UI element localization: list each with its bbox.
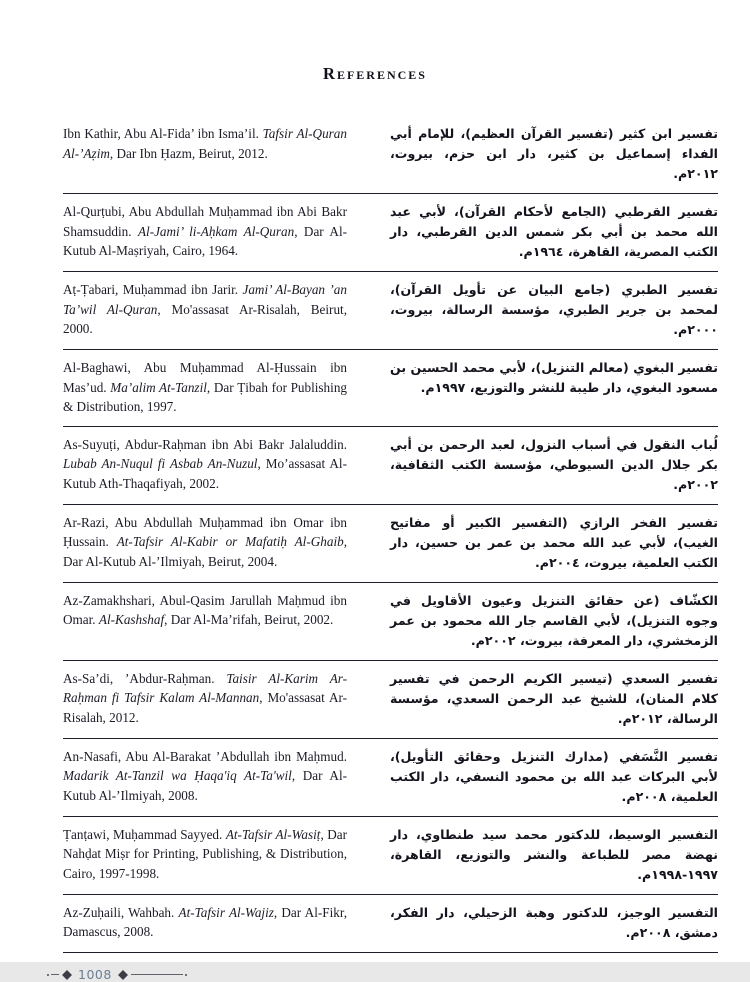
page-number: 1008 — [78, 966, 112, 982]
ornament-dot-icon — [47, 974, 49, 976]
reference-entry-english: Ibn Kathir, Abu Al-Fida’ ibn Isma’il. Tafsir Al-Quran Al-’Aẓim, Dar Ibn Ḥazm, Beirut, 2012. — [63, 126, 347, 161]
reference-entry-arabic: تفسير الفخر الرازي (التفسير الكبير أو مفاتيح الغيب)، لأبي عبد الله محمد بن عمر بن حسين، دار الكتب العلمية، بيروت، ٢٠٠٤م. — [390, 514, 718, 570]
page-title: References — [323, 64, 427, 83]
reference-entry-arabic: الكشّاف (عن حقائق التنزيل وعيون الأقاويل في وجوه التنزيل)، لأبي القاسم جار الله محمود بن عمر الزمخشري، دار المعرفة، بيروت، ٢٠٠٢م. — [390, 592, 718, 648]
page-number-footer — [47, 968, 750, 982]
reference-row — [63, 661, 718, 739]
reference-entry-english: Aṭ-Ṭabari, Muḥammad ibn Jarir. Jami’ Al-Bayan ’an Ta’wil Al-Quran, Mo'assasat Ar-Risalah, Beirut, 2000. — [63, 282, 347, 336]
reference-entry-english: Al-Baghawi, Abu Muḥammad Al-Ḥussain ibn Mas’ud. Ma’alim At-Tanzil, Dar Ṭibah for Publishing & Distribution, 1997. — [63, 360, 348, 414]
reference-row — [63, 116, 718, 194]
reference-row — [63, 583, 718, 661]
fleuron-icon — [119, 970, 127, 978]
reference-entry-english: An-Nasafi, Abu Al-Barakat ’Abdullah ibn Maḥmud. Madarik At-Tanzil wa Ḥaqa'iq At-Ta'wil, Dar Al-Kutub Al-’Ilmiyah, 2008. — [63, 748, 347, 803]
reference-entry-arabic: تفسير الطبري (جامع البيان عن تأويل القرآن)، لمحمد بن جرير الطبري، مؤسسة الرسالة، بيروت، ٢٠٠٠م. — [390, 282, 718, 337]
reference-entry-english: Ṭanṭawi, Muḥammad Sayyed. At-Tafsir Al-Wasiṭ, Dar Nahḍat Miṣr for Printing, Publishing, & Distribution, Cairo, 1997-1998. — [63, 826, 347, 881]
reference-row — [63, 272, 718, 350]
ornament-line-icon — [131, 974, 183, 975]
reference-entry-arabic: تفسير البغوي (معالم التنزيل)، لأبي محمد الحسين بن مسعود البغوي، دار طيبة للنشر والتوزيع، ١٩٩٧م. — [390, 360, 718, 395]
reference-entry-arabic: تفسير السعدي (تيسير الكريم الرحمن في تفسير كلام المنان)، للشيخ عبد الرحمن السعدي، مؤسسة الرسالة، ٢٠١٢م. — [390, 670, 718, 726]
reference-entry-english: Az-Zamakhshari, Abul-Qasim Jarullah Maḥmud ibn Omar. Al-Kashshaf, Dar Al-Ma’rifah, Beirut, 2002. — [63, 592, 347, 627]
reference-entry-arabic: التفسير الوسيط، للدكتور محمد سيد طنطاوي، دار نهضة مصر للطباعة والنشر والتوزيع، القاهرة، ١٩٩٧-١٩٩٨م. — [390, 826, 718, 882]
ornament-dot-icon — [185, 974, 187, 976]
reference-entry-english: Al-Qurṭubi, Abu Abdullah Muḥammad ibn Abi Bakr Shamsuddin. Al-Jami’ li-Aḥkam Al-Quran, Dar Al-Kutub Al-Maṣriyah, Cairo, 1964. — [63, 204, 347, 258]
reference-entry-arabic: لُباب النقول في أسباب النزول، لعبد الرحمن بن أبي بكر جلال الدين السيوطي، مؤسسة الكتب الثقافية، ٢٠٠٢م. — [390, 436, 718, 492]
reference-entry-english: Ar-Razi, Abu Abdullah Muḥammad ibn Omar ibn Ḥussain. At-Tafsir Al-Kabir or Mafatiḥ Al-Ghaib, Dar Al-Kutub Al-’Ilmiyah, Beirut, 2004. — [63, 514, 347, 569]
reference-row — [63, 895, 718, 953]
reference-entry-arabic: تفسير النَّسَفي (مدارك التنزيل وحقائق التأويل)، لأبي البركات عبد الله بن محمود النسفي، دار الكتب العلمية، ٢٠٠٨م. — [390, 748, 718, 804]
reference-entry-english: Az-Zuḥaili, Wahbah. At-Tafsir Al-Wajiz, Dar Al-Fikr, Damascus, 2008. — [63, 904, 348, 939]
references-table — [63, 116, 718, 953]
reference-entry-arabic: تفسير القرطبي (الجامع لأحكام القرآن)، لأبي عبد الله محمد بن أبي بكر شمس الدين القرطبي، دار الكتب المصرية، القاهرة، ١٩٦٤م. — [390, 204, 718, 259]
fleuron-icon — [63, 970, 71, 978]
reference-row — [63, 817, 718, 895]
reference-row — [63, 739, 718, 817]
reference-row — [63, 350, 718, 427]
reference-row — [63, 427, 718, 505]
reference-entry-arabic: تفسير ابن كثير (تفسير القرآن العظيم)، للإمام أبي الفداء إسماعيل بن كثير، دار ابن حزم، بيروت، ٢٠١٢م. — [390, 126, 718, 181]
reference-entry-english: As-Sa’di, ’Abdur-Raḥman. Taisir Al-Karim Ar-Raḥman fi Tafsir Kalam Al-Mannan, Mo'assasat Ar-Risalah, 2012. — [63, 670, 348, 725]
reference-row — [63, 194, 718, 272]
reference-entry-arabic: التفسير الوجيز، للدكتور وهبة الزحيلي، دار الفكر، دمشق، ٢٠٠٨م. — [390, 904, 718, 940]
ornament-line-icon — [51, 974, 59, 975]
reference-row — [63, 505, 718, 583]
reference-entry-english: As-Suyuṭi, Abdur-Raḥman ibn Abi Bakr Jalaluddin. Lubab An-Nuqul fi Asbab An-Nuzul, Mo’assasat Al-Kutub Ath-Thaqafiyah, 2002. — [63, 436, 347, 491]
